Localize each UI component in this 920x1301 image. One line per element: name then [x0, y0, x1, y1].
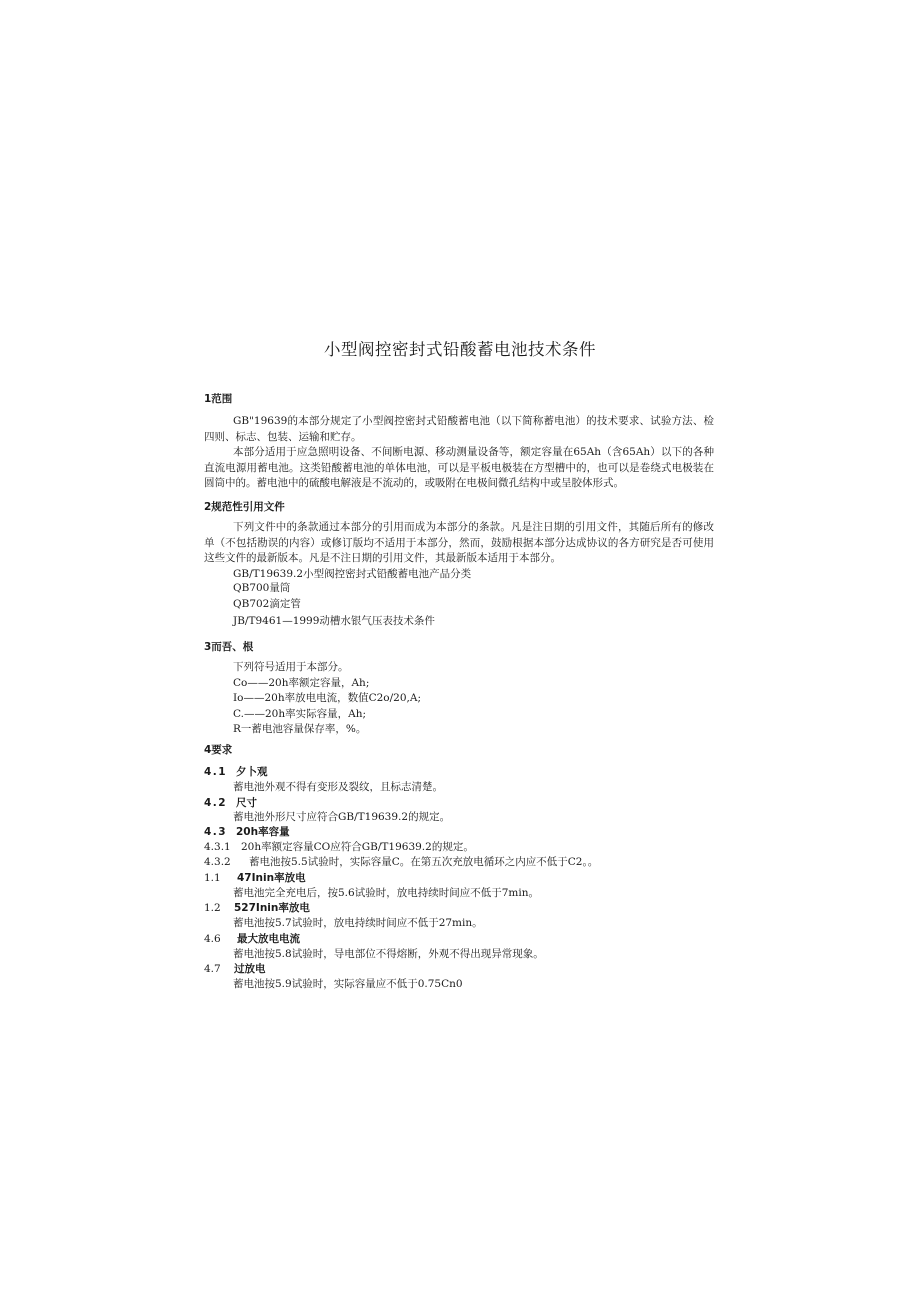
subsection-4-7-heading: [204, 962, 266, 977]
document-title: 小型阀控密封式铅酸蓄电池技术条件: [324, 340, 596, 359]
symbol-line: 下列符号适用于本部分。: [233, 661, 349, 673]
section-2-heading: 2规范性引用文件: [204, 501, 285, 513]
subsection-label: 20h率容量: [236, 826, 290, 838]
reference-item: GB/T19639.2小型阀控密封式铅酸蓄电池产品分类: [233, 568, 472, 580]
subsection-number: 4.7: [204, 963, 221, 975]
section-1-paragraph-1: GB"19639的本部分规定了小型阀控密封式铅酸蓄电池（以下简称蓄电池）的技术要求、试验方法、检四则、标志、包装、运输和贮存。: [204, 415, 714, 443]
clause-4-3-2: [204, 855, 598, 870]
subsection-number: 4.6: [204, 933, 221, 945]
symbol-line: Io——20h率放电电流，数值C2o/20,A;: [233, 692, 421, 704]
subsection-4-1-heading: [204, 765, 268, 780]
subsection-number: 4.2: [204, 797, 228, 809]
reference-item: QB702滴定管: [233, 598, 301, 610]
clause-number: 4.3.2: [204, 856, 231, 868]
section-1-paragraph-2: 本部分适用于应急照明设备、不间断电源、移动测量设备等，额定容量在65Ah（含65Ah）以下的各种直流电源用蓄电池。这类铅酸蓄电池的单体电池，可以是平板电极装在方型槽中的，也可以是卷绕式电极装在圆筒中的。蓄电池中的硫酸电解液是不流动的，或吸附在电极间微孔结构中或呈胶体形式。: [204, 446, 714, 489]
subsection-4-2-text: 蓄电池外形尺寸应符合GB/T19639.2的规定。: [233, 811, 451, 823]
clause-number: 4.3.1: [204, 841, 231, 853]
section-3-heading: 3而吾、根: [204, 641, 254, 653]
subsection-4-6-heading: [204, 932, 300, 947]
subsection-1-1-heading: [204, 871, 306, 886]
subsection-4-6-text: 蓄电池按5.8试验时，导电部位不得熔断，外观不得出现异常现象。: [233, 948, 544, 960]
section-1-heading: 1范围: [204, 393, 233, 405]
subsection-label: 527Inin率放电: [234, 902, 310, 914]
subsection-4-3-heading: [204, 825, 290, 840]
symbol-line: C.——20h率实际容量，Ah;: [233, 708, 367, 720]
clause-4-3-1: [204, 840, 474, 855]
subsection-4-2-heading: [204, 796, 257, 811]
reference-item: QB700量筒: [233, 582, 291, 594]
subsection-label: 过放电: [234, 963, 266, 975]
section-2-paragraph-1: 下列文件中的条款通过本部分的引用而成为本部分的条款。凡是注日期的引用文件，其随后所有的修改单（不包括勘误的内容）或修订版均不适用于本部分，然而，鼓励根据本部分达成协议的各方研究是否可使用这些文件的最新版本。凡是不注日期的引用文件，其最新版本适用于本部分。: [204, 521, 714, 564]
subsection-4-1-text: 蓄电池外观不得有变形及裂纹，且标志清楚。: [233, 781, 443, 793]
subsection-label: 47Inin率放电: [237, 872, 306, 884]
section-4-heading: 4要求: [204, 744, 233, 756]
subsection-number: 1.1: [204, 872, 221, 884]
subsection-number: 4.1: [204, 766, 228, 778]
symbol-line: R一蓄电池容量保存率，%。: [233, 723, 367, 735]
clause-text: 20h率额定容量CO应符合GB/T19639.2的规定。: [241, 841, 474, 853]
symbol-line: Co——20h率额定容量，Ah;: [233, 677, 370, 689]
subsection-1-2-heading: [204, 901, 310, 916]
subsection-4-7-text: 蓄电池按5.9试验时，实际容量应不低于0.75Cn0: [233, 978, 463, 990]
reference-item: JB/T9461—1999动槽水银气压表技术条件: [233, 615, 435, 627]
subsection-number: 4.3: [204, 826, 228, 838]
subsection-1-1-text: 蓄电池完全充电后，按5.6试验时，放电持续时间应不低于7min。: [233, 887, 539, 899]
subsection-label: 最大放电电流: [237, 933, 300, 945]
subsection-1-2-text: 蓄电池按5.7试验时，放电持续时间应不低于27min。: [233, 917, 483, 929]
clause-text: 蓄电池按5.5试验时，实际容量C。在第五次充放电循环之内应不低于C2。。: [249, 856, 599, 868]
subsection-label: 尺寸: [236, 797, 257, 809]
subsection-number: 1.2: [204, 902, 221, 914]
subsection-label: 夕卜观: [236, 766, 268, 778]
